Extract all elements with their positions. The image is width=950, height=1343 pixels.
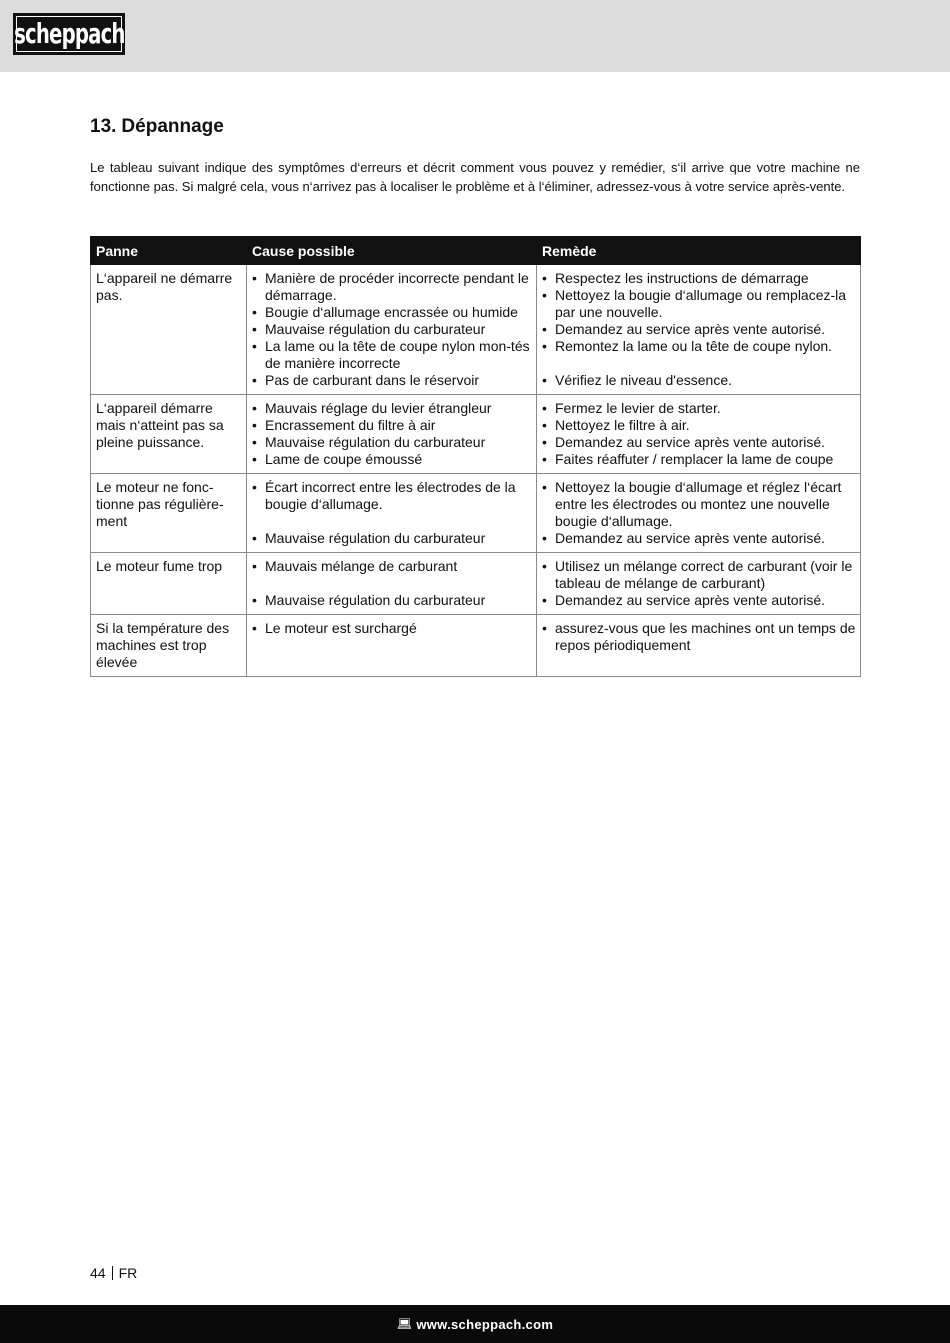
cause-list bbox=[252, 270, 532, 389]
cause-cell bbox=[247, 474, 537, 553]
remede-list bbox=[542, 479, 856, 547]
list-item: • Mauvais mélange de carburant bbox=[252, 558, 532, 575]
table-row bbox=[91, 615, 861, 677]
website-link[interactable]: www.scheppach.com bbox=[416, 1316, 554, 1332]
list-item: • Le moteur est surchargé bbox=[252, 620, 532, 637]
page-title bbox=[90, 116, 224, 138]
list-item: • Demandez au service après vente autorisé. bbox=[542, 592, 856, 609]
list-item: • Demandez au service après vente autorisé. bbox=[542, 434, 856, 451]
page-footer-number bbox=[90, 1265, 137, 1281]
panne-cell: Si la température des machines est trop élevée bbox=[91, 615, 247, 677]
header-band bbox=[0, 0, 950, 72]
remede-cell bbox=[537, 615, 861, 677]
brand-logo: scheppach bbox=[13, 13, 125, 55]
list-item: • assurez-vous que les machines ont un temps de repos périodiquement bbox=[542, 620, 856, 654]
panne-cell: L‘appareil ne démarre pas. bbox=[91, 265, 247, 395]
cause-list bbox=[252, 620, 532, 637]
list-item: • Bougie d‘allumage encrassée ou humide bbox=[252, 304, 532, 321]
page-separator bbox=[112, 1266, 113, 1280]
remede-list bbox=[542, 558, 856, 609]
cause-list bbox=[252, 479, 532, 547]
list-item: • Nettoyez la bougie d‘allumage ou remplacez-la par une nouvelle. bbox=[542, 287, 856, 321]
list-item: • Utilisez un mélange correct de carburant (voir le tableau de mélange de carburant) bbox=[542, 558, 856, 592]
cause-cell bbox=[247, 615, 537, 677]
list-item: • Mauvais réglage du levier étrangleur bbox=[252, 400, 532, 417]
list-item: • Mauvaise régulation du carburateur bbox=[252, 434, 532, 451]
remede-cell bbox=[537, 265, 861, 395]
list-item: • Nettoyez la bougie d‘allumage et réglez l‘écart entre les électrodes ou montez une nouvelle bougie d‘allumage. bbox=[542, 479, 856, 530]
list-item: • Mauvaise régulation du carburateur bbox=[252, 321, 532, 338]
remede-cell bbox=[537, 395, 861, 474]
panne-cell: Le moteur fume trop bbox=[91, 553, 247, 615]
table-row bbox=[91, 265, 861, 395]
page-number: 44 bbox=[90, 1265, 106, 1281]
cause-list bbox=[252, 400, 532, 468]
list-item: • Nettoyez le filtre à air. bbox=[542, 417, 856, 434]
remede-list bbox=[542, 400, 856, 468]
list-item: • La lame ou la tête de coupe nylon mon-tés de manière incorrecte bbox=[252, 338, 532, 372]
remede-list bbox=[542, 620, 856, 654]
list-item: • Mauvaise régulation du carburateur bbox=[252, 530, 532, 547]
cause-cell bbox=[247, 395, 537, 474]
list-item: • Mauvaise régulation du carburateur bbox=[252, 592, 532, 609]
cause-cell bbox=[247, 553, 537, 615]
section-number: 13. bbox=[90, 116, 117, 137]
list-item: • Demandez au service après vente autorisé. bbox=[542, 321, 856, 338]
list-item: • Vérifiez le niveau d'essence. bbox=[542, 372, 856, 389]
list-item: • Lame de coupe émoussé bbox=[252, 451, 532, 468]
list-item: • Faites réaffuter / remplacer la lame de coupe bbox=[542, 451, 856, 468]
panne-cell: Le moteur ne fonc-tionne pas régulière-ment bbox=[91, 474, 247, 553]
laptop-icon: 💻︎ bbox=[396, 1317, 413, 1331]
language-code: FR bbox=[118, 1265, 138, 1281]
troubleshooting-table bbox=[90, 236, 861, 677]
table-row bbox=[91, 474, 861, 553]
remede-list bbox=[542, 270, 856, 389]
list-item: • Demandez au service après vente autorisé. bbox=[542, 530, 856, 547]
table-row bbox=[91, 553, 861, 615]
list-item: • Remontez la lame ou la tête de coupe nylon. bbox=[542, 338, 856, 355]
list-item: • Encrassement du filtre à air bbox=[252, 417, 532, 434]
header-panne: Panne bbox=[91, 237, 247, 265]
table-row bbox=[91, 395, 861, 474]
footer-band bbox=[0, 1305, 950, 1343]
remede-cell bbox=[537, 553, 861, 615]
header-remede: Remède bbox=[537, 237, 861, 265]
section-title: Dépannage bbox=[121, 116, 224, 137]
header-cause: Cause possible bbox=[247, 237, 537, 265]
list-item: • Fermez le levier de starter. bbox=[542, 400, 856, 417]
remede-cell bbox=[537, 474, 861, 553]
list-item: • Manière de procéder incorrecte pendant le démarrage. bbox=[252, 270, 532, 304]
cause-list bbox=[252, 558, 532, 609]
cause-cell bbox=[247, 265, 537, 395]
list-item: • Respectez les instructions de démarrage bbox=[542, 270, 856, 287]
list-item: • Pas de carburant dans le réservoir bbox=[252, 372, 532, 389]
table-header-row bbox=[91, 237, 861, 265]
panne-cell: L‘appareil démarre mais n‘atteint pas sa pleine puissance. bbox=[91, 395, 247, 474]
intro-paragraph: Le tableau suivant indique des symptômes d‘erreurs et décrit comment vous pouvez y remédier, s‘il arrive que votre machine ne fonctionne pas. Si malgré cela, vous n‘arrivez pas à localiser le problème et à l‘éliminer, adressez-vous à votre service après-vente. bbox=[90, 160, 860, 194]
list-item: • Écart incorrect entre les électrodes de la bougie d‘allumage. bbox=[252, 479, 532, 513]
